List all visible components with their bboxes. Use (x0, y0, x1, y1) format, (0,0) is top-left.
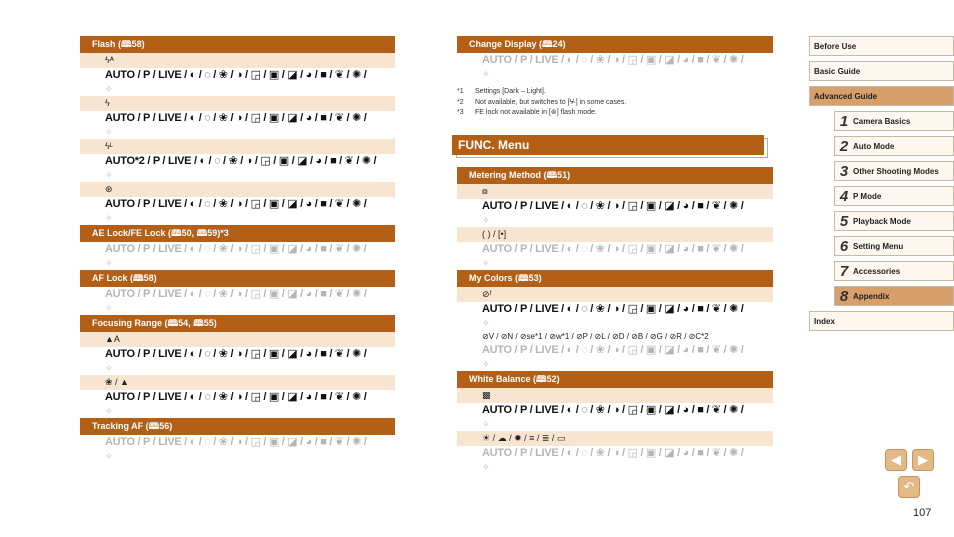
flash-option-off: ⊛ (80, 182, 395, 197)
change-display-tail: ✧ (482, 69, 490, 79)
flash-auto-tail: ✧ (105, 84, 113, 94)
focusing-option-macro: ❀ / ▲ (80, 375, 395, 390)
flash-slow-tail: ✧ (105, 170, 113, 180)
sidebar-chapter-3[interactable]: 3 Other Shooting Modes (834, 161, 954, 181)
sidebar-chapter-2[interactable]: 2 Auto Mode (834, 136, 954, 156)
my-colors-off-tail: ✧ (482, 317, 490, 328)
white-balance-option-presets: ☀ / ☁ / ✹ / ≡ / ≣ / ▭ (457, 431, 773, 446)
my-colors-off-modes: AUTO / P / LIVE / ◐ / ◌ / ❀ / ◑ / ◲ / ▣ / ◪ / ◕ / ■ / ❦ / ✺ / (482, 302, 744, 315)
sidebar-item-before-use[interactable]: Before Use (809, 36, 954, 56)
sidebar-item-basic-guide[interactable]: Basic Guide (809, 61, 954, 81)
func-menu-title: FUNC. Menu (457, 135, 773, 157)
sidebar-nav (809, 36, 954, 336)
prev-page-button[interactable]: ◀ (885, 449, 907, 471)
white-balance-header: White Balance (🕮52) (457, 371, 773, 388)
my-colors-option-list: ⊘V / ⊘N / ⊘se*1 / ⊘w*1 / ⊘P / ⊘L / ⊘D / ⊘B / ⊘G / ⊘R / ⊘C*2 (482, 331, 709, 341)
flash-option-auto: ϟᴬ (80, 53, 395, 68)
sidebar-chapter-6[interactable]: 6 Setting Menu (834, 236, 954, 256)
footnote: *1 Settings [Dark – Light]. (457, 88, 546, 95)
next-page-button[interactable]: ▶ (912, 449, 934, 471)
sidebar-chapter-4[interactable]: 4 P Mode (834, 186, 954, 206)
my-colors-list-modes: AUTO / P / LIVE / ◐ / ◌ / ❀ / ◑ / ◲ / ▣ / ◪ / ◕ / ■ / ❦ / ✺ / (482, 343, 744, 356)
metering-method-header: Metering Method (🕮51) (457, 167, 773, 184)
white-balance-presets-tail: ✧ (482, 461, 490, 472)
white-balance-auto-tail: ✧ (482, 418, 490, 429)
flash-on-modes: AUTO / P / LIVE / ◐ / ◌ / ❀ / ◑ / ◲ / ▣ / ◪ / ◕ / ■ / ❦ / ✺ / (105, 112, 367, 124)
footnote: *2 Not available, but switches to [ϟᴸ] in some cases. (457, 98, 627, 106)
sidebar-chapter-8[interactable]: 8 Appendix (834, 286, 954, 306)
focusing-macro-tail: ✧ (105, 406, 113, 416)
focusing-range-header: Focusing Range (🕮54, 🕮55) (80, 315, 395, 332)
metering-evaluative-tail: ✧ (482, 214, 490, 225)
metering-evaluative-modes: AUTO / P / LIVE / ◐ / ◌ / ❀ / ◑ / ◲ / ▣ / ◪ / ◕ / ■ / ❦ / ✺ / (482, 199, 744, 212)
tracking-af-tail: ✧ (105, 451, 113, 461)
page-number: 107 (913, 507, 932, 519)
metering-spot-tail: ✧ (482, 257, 490, 268)
white-balance-presets-modes: AUTO / P / LIVE / ◐ / ◌ / ❀ / ◑ / ◲ / ▣ / ◪ / ◕ / ■ / ❦ / ✺ / (482, 446, 744, 459)
tracking-af-header: Tracking AF (🕮56) (80, 418, 395, 435)
sidebar-item-advanced-guide[interactable]: Advanced Guide (809, 86, 954, 106)
change-display-header: Change Display (🕮24) (457, 36, 773, 53)
my-colors-header: My Colors (🕮53) (457, 270, 773, 287)
focusing-normal-tail: ✧ (105, 363, 113, 373)
sidebar-chapter-5[interactable]: 5 Playback Mode (834, 211, 954, 231)
middle-column (457, 36, 773, 474)
focusing-macro-modes: AUTO / P / LIVE / ◐ / ◌ / ❀ / ◑ / ◲ / ▣ / ◪ / ◕ / ■ / ❦ / ✺ / (105, 391, 367, 403)
flash-option-slow: ϟᴸ (80, 139, 395, 154)
flash-on-tail: ✧ (105, 127, 113, 137)
metering-option-spot: ( ) / [•] (457, 227, 773, 242)
change-display-modes: AUTO / P / LIVE / ◐ / ◌ / ❀ / ◑ / ◲ / ▣ / ◪ / ◕ / ■ / ❦ / ✺ / (482, 54, 744, 66)
flash-auto-modes: AUTO / P / LIVE / ◐ / ◌ / ❀ / ◑ / ◲ / ▣ / ◪ / ◕ / ■ / ❦ / ✺ / (105, 69, 367, 81)
af-lock-header: AF Lock (🕮58) (80, 270, 395, 287)
white-balance-option-auto: ▩ (457, 388, 773, 403)
ae-lock-modes: AUTO / P / LIVE / ◐ / ◌ / ❀ / ◑ / ◲ / ▣ / ◪ / ◕ / ■ / ❦ / ✺ / (105, 243, 367, 255)
metering-spot-modes: AUTO / P / LIVE / ◐ / ◌ / ❀ / ◑ / ◲ / ▣ / ◪ / ◕ / ■ / ❦ / ✺ / (482, 242, 744, 255)
af-lock-tail: ✧ (105, 303, 113, 313)
sidebar-chapter-7[interactable]: 7 Accessories (834, 261, 954, 281)
af-lock-modes: AUTO / P / LIVE / ◐ / ◌ / ❀ / ◑ / ◲ / ▣ / ◪ / ◕ / ■ / ❦ / ✺ / (105, 288, 367, 300)
flash-off-tail: ✧ (105, 213, 113, 223)
footnote: *3 FE lock not available in [⊛] flash mode. (457, 109, 597, 116)
ae-lock-tail: ✧ (105, 258, 113, 268)
my-colors-option-off: ⊘ᶠ (457, 287, 773, 302)
sidebar-chapter-1[interactable]: 1 Camera Basics (834, 111, 954, 131)
focusing-normal-modes: AUTO / P / LIVE / ◐ / ◌ / ❀ / ◑ / ◲ / ▣ / ◪ / ◕ / ■ / ❦ / ✺ / (105, 348, 367, 360)
ae-lock-header: AE Lock/FE Lock (🕮50, 🕮59)*3 (80, 225, 395, 242)
metering-option-evaluative: ⧇ (457, 184, 773, 199)
focusing-option-normal: ▲A (80, 332, 395, 347)
sidebar-item-index[interactable]: Index (809, 311, 954, 331)
tracking-af-modes: AUTO / P / LIVE / ◐ / ◌ / ❀ / ◑ / ◲ / ▣ / ◪ / ◕ / ■ / ❦ / ✺ / (105, 436, 367, 448)
flash-option-on: ϟ (80, 96, 395, 111)
white-balance-auto-modes: AUTO / P / LIVE / ◐ / ◌ / ❀ / ◑ / ◲ / ▣ / ◪ / ◕ / ■ / ❦ / ✺ / (482, 403, 744, 416)
left-column (80, 36, 395, 463)
flash-header: Flash (🕮58) (80, 36, 395, 53)
back-button[interactable]: ↶ (898, 476, 920, 498)
flash-off-modes: AUTO / P / LIVE / ◐ / ◌ / ❀ / ◑ / ◲ / ▣ / ◪ / ◕ / ■ / ❦ / ✺ / (105, 198, 367, 210)
flash-slow-modes: AUTO*2 / P / LIVE / ◐ / ◌ / ❀ / ◑ / ◲ / ▣ / ◪ / ◕ / ■ / ❦ / ✺ / (105, 155, 377, 167)
my-colors-list-tail: ✧ (482, 358, 490, 369)
footnotes (457, 87, 773, 119)
